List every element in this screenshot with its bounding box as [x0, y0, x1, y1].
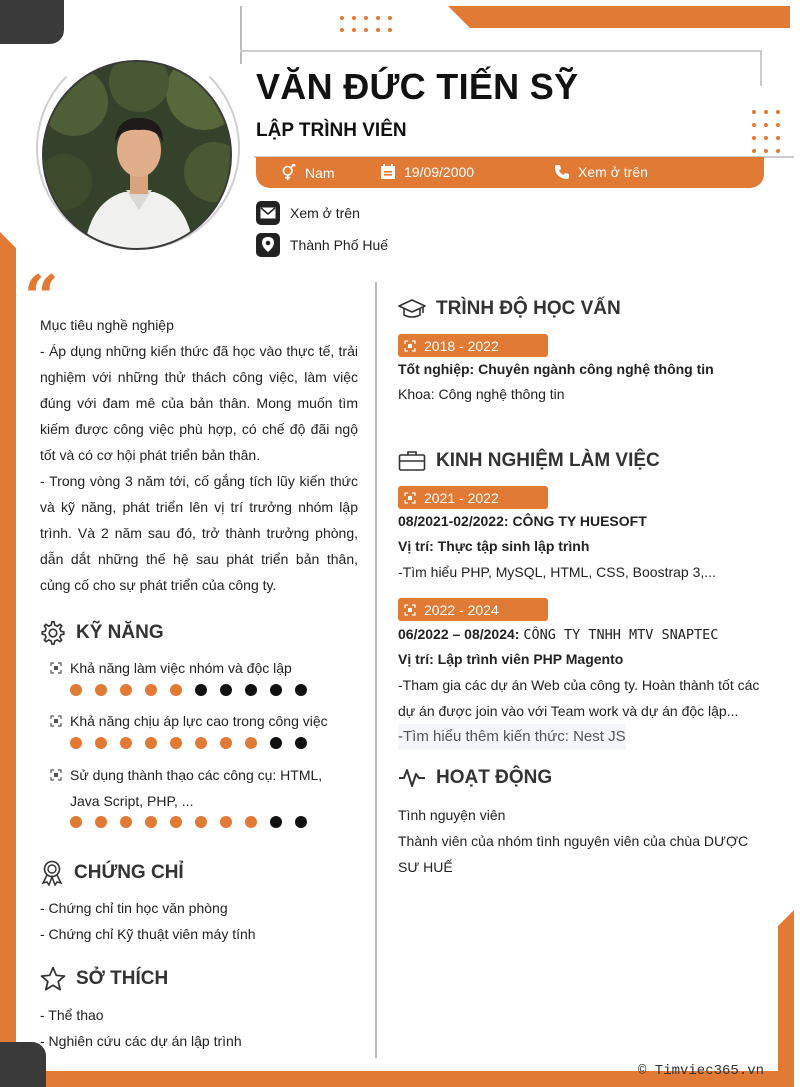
job-position: Vị trí: Lập trình viên PHP Magento [398, 651, 624, 667]
job-company: CÔNG TY HUESOFT [512, 513, 647, 529]
activities-heading [398, 767, 552, 789]
frame-line [760, 50, 762, 86]
gender-info [280, 164, 335, 181]
certificate-item: - Chứng chỉ Kỹ thuật viên máy tính [40, 926, 256, 942]
activity-line: Tình nguyện viên [398, 807, 506, 823]
job-header [398, 508, 647, 534]
address-contact [256, 233, 388, 257]
rating-dot-empty [245, 684, 257, 696]
education-degree [398, 356, 714, 382]
rating-dot-filled [120, 816, 132, 828]
hobbies-heading [40, 966, 168, 992]
address-value: Thành Phố Huế [290, 237, 389, 253]
skills-heading [40, 620, 164, 646]
hobby-item: - Nghiên cứu các dự án lập trình [40, 1033, 242, 1049]
degree-label: Tốt nghiệp: [398, 361, 475, 377]
rating-dot-filled [95, 737, 107, 749]
skill-item [50, 655, 360, 681]
job-dates: 06/2022 – 08/2024: [398, 626, 520, 642]
birthday-info [380, 164, 474, 180]
candidate-name: VĂN ĐỨC TIẾN SỸ [256, 66, 579, 107]
skill-name: Khả năng làm việc nhóm và độc lập [70, 660, 292, 676]
skill-rating [70, 816, 307, 828]
rating-dot-filled [145, 737, 157, 749]
rating-dot-empty [295, 684, 307, 696]
experience-heading [398, 450, 660, 472]
rating-dot-filled [70, 684, 82, 696]
corner-decoration-top [0, 0, 64, 44]
rating-dot-empty [270, 737, 282, 749]
location-pin-icon [256, 233, 280, 257]
rating-dot-empty [195, 684, 207, 696]
rating-dot-empty [295, 816, 307, 828]
briefcase-icon [398, 450, 426, 472]
rating-dot-filled [220, 816, 232, 828]
job-description: -Tham gia các dự án Web của công ty. Hoàn thành tốt các dự án được join vào với Team work và dự án độc lập... [398, 677, 760, 719]
gender-icon [280, 164, 297, 181]
activity-line: Thành viên của nhóm tình nguyên viên của chùa DƯỢC SƯ HUẾ [398, 833, 749, 875]
job-position: Vị trí: Thực tập sinh lập trình [398, 538, 590, 554]
email-icon [256, 201, 280, 225]
job-period [398, 486, 548, 509]
objective-title: Mục tiêu nghề nghiệp [40, 317, 174, 333]
phone-value: Xem ở trên [578, 164, 648, 180]
bullet-icon [404, 604, 416, 616]
column-divider [375, 282, 377, 1058]
rating-dot-filled [145, 684, 157, 696]
avatar [42, 60, 232, 250]
rating-dot-filled [120, 684, 132, 696]
period-text: 2021 - 2022 [424, 489, 499, 506]
experience-title: KINH NGHIỆM LÀM VIỆC [436, 450, 660, 471]
frame-line [240, 6, 242, 64]
email-contact [256, 201, 360, 225]
birthday-value: 19/09/2000 [404, 164, 475, 180]
calendar-icon [380, 164, 396, 180]
job-company: CÔNG TY TNHH MTV SNAPTEC [523, 627, 719, 643]
dot-pattern [752, 110, 780, 153]
rating-dot-empty [220, 684, 232, 696]
bullet-icon [50, 769, 62, 781]
period-text: 2022 - 2024 [424, 601, 499, 618]
rating-dot-filled [170, 684, 182, 696]
skill-item [50, 762, 350, 814]
phone-icon [554, 164, 570, 180]
star-icon [40, 966, 66, 992]
job-header [398, 621, 718, 648]
gear-icon [40, 620, 66, 646]
award-icon [40, 860, 64, 886]
education-heading [398, 298, 621, 320]
frame-line [240, 50, 760, 52]
skill-rating [70, 737, 307, 749]
bullet-icon [404, 340, 416, 352]
bullet-icon [50, 715, 62, 727]
skill-rating [70, 684, 307, 696]
rating-dot-filled [245, 737, 257, 749]
rating-dot-filled [170, 737, 182, 749]
education-faculty: Khoa: Công nghệ thông tin [398, 386, 565, 402]
objective-paragraph: - Áp dụng những kiến thức đã học vào thực tế, trải nghiệm với những thử thách công việc, làm việc đúng với đam mê của bản thân. Mong muốn tìm kiếm được công việc phù hợp, có chế độ đãi ngộ tốt và có cơ hội phát triển bản thân. [40, 343, 358, 463]
watermark: © Timviec365.vn [638, 1063, 765, 1079]
profile-photo [44, 62, 232, 250]
rating-dot-filled [170, 816, 182, 828]
certificate-item: - Chứng chỉ tin học văn phòng [40, 900, 228, 916]
certificates-heading [40, 860, 184, 886]
hobby-item: - Thể thao [40, 1007, 104, 1023]
gender-value: Nam [305, 164, 335, 181]
hobbies-title: SỞ THÍCH [76, 968, 169, 989]
phone-info [554, 164, 648, 180]
rating-dot-filled [70, 816, 82, 828]
job-title: LẬP TRÌNH VIÊN [256, 120, 407, 141]
rating-dot-filled [95, 816, 107, 828]
education-period [398, 334, 548, 357]
quote-icon: “ [24, 263, 59, 333]
left-accent-bar [0, 232, 16, 1042]
rating-dot-filled [70, 737, 82, 749]
rating-dot-filled [220, 737, 232, 749]
top-accent-stripe [448, 6, 790, 28]
job-dates: 08/2021-02/2022: [398, 513, 509, 529]
rating-dot-filled [195, 737, 207, 749]
activities-title: HOẠT ĐỘNG [436, 767, 553, 788]
skill-name: Sử dụng thành thạo các công cụ: HTML, Java Script, PHP, ... [70, 767, 323, 809]
job-extra: -Tìm hiểu thêm kiến thức: Nest JS [398, 724, 626, 750]
rating-dot-filled [145, 816, 157, 828]
rating-dot-empty [295, 737, 307, 749]
rating-dot-filled [95, 684, 107, 696]
job-description: -Tìm hiểu PHP, MySQL, HTML, CSS, Boostrap 3,... [398, 564, 716, 580]
bullet-icon [404, 492, 416, 504]
info-bar [256, 157, 764, 188]
email-value: Xem ở trên [290, 205, 360, 221]
job-period [398, 598, 548, 621]
right-accent-bar [778, 910, 794, 1087]
rating-dot-filled [120, 737, 132, 749]
rating-dot-filled [195, 816, 207, 828]
rating-dot-empty [270, 684, 282, 696]
graduation-cap-icon [398, 298, 426, 320]
career-objective [40, 312, 358, 598]
skills-title: KỸ NĂNG [76, 622, 164, 643]
pulse-icon [398, 767, 426, 789]
period-text: 2018 - 2022 [424, 337, 499, 354]
bullet-icon [50, 662, 62, 674]
rating-dot-filled [245, 816, 257, 828]
certificates-title: CHỨNG CHỈ [74, 862, 184, 883]
degree-value: Chuyên ngành công nghệ thông tin [478, 361, 714, 377]
skill-name: Khả năng chịu áp lực cao trong công việc [70, 713, 328, 729]
objective-paragraph: - Trong vòng 3 năm tới, cố gắng tích lũy kiến thức và kỹ năng, phát triển lên vị trí trưởng nhóm lập trình. Và 2 năm sau đó, trở thành trưởng phòng, dẫn dắt những thế hệ sau phát triển bản thân, củng cố cho sự phát triển của công ty. [40, 473, 358, 593]
skill-item [50, 708, 360, 734]
rating-dot-empty [270, 816, 282, 828]
education-title: TRÌNH ĐỘ HỌC VẤN [436, 298, 621, 319]
dot-pattern [340, 16, 392, 32]
